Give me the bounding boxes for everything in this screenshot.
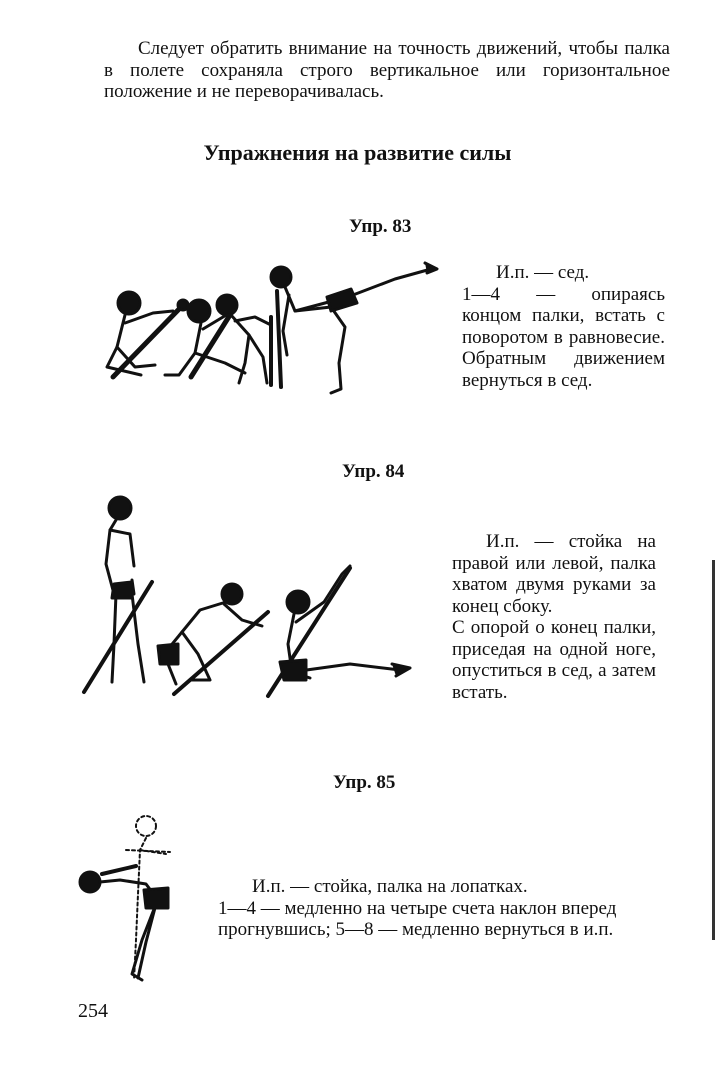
section-heading: Упражнения на развитие силы bbox=[203, 140, 512, 165]
exercise-84-start-position: И.п. — стойка на правой или левой, палка хватом двумя руками за конец сбоку. bbox=[452, 531, 656, 617]
intro-paragraph: Следует обратить внимание на точность движений, чтобы палка в полете сохраняла строго вертикальное или горизонтальное положение и не переворачивалась. bbox=[104, 38, 670, 102]
exercise-83-start-position: И.п. — сед. bbox=[496, 262, 590, 283]
exercise-84-title: Упр. 84 bbox=[342, 461, 405, 482]
exercise-85-title: Упр. 85 bbox=[333, 772, 396, 793]
exercise-83-title: Упр. 83 bbox=[349, 216, 412, 237]
exercise-84-illustration bbox=[80, 494, 420, 704]
page-number: 254 bbox=[78, 1000, 108, 1022]
exercise-83-instructions: 1—4 — опираясь концом палки, встать с поворотом в равновесие. Обратным движением вернуться в сед. bbox=[462, 283, 665, 391]
exercise-85-instructions: 1—4 — медленно на четыре счета наклон вперед прогнувшись; 5—8 — медленно вернуться в и.п. bbox=[218, 897, 617, 940]
exercise-85-illustration bbox=[76, 810, 186, 990]
exercise-83-illustration bbox=[95, 255, 445, 400]
exercise-84-description bbox=[452, 531, 656, 703]
exercise-83-description bbox=[462, 262, 665, 391]
exercise-85-description bbox=[218, 876, 678, 941]
exercise-84-instructions: С опорой о конец палки, приседая на одной ноге, опуститься в сед, а затем встать. bbox=[452, 617, 656, 703]
exercise-85-start-position: И.п. — стойка, палка на лопатках. bbox=[252, 876, 528, 897]
